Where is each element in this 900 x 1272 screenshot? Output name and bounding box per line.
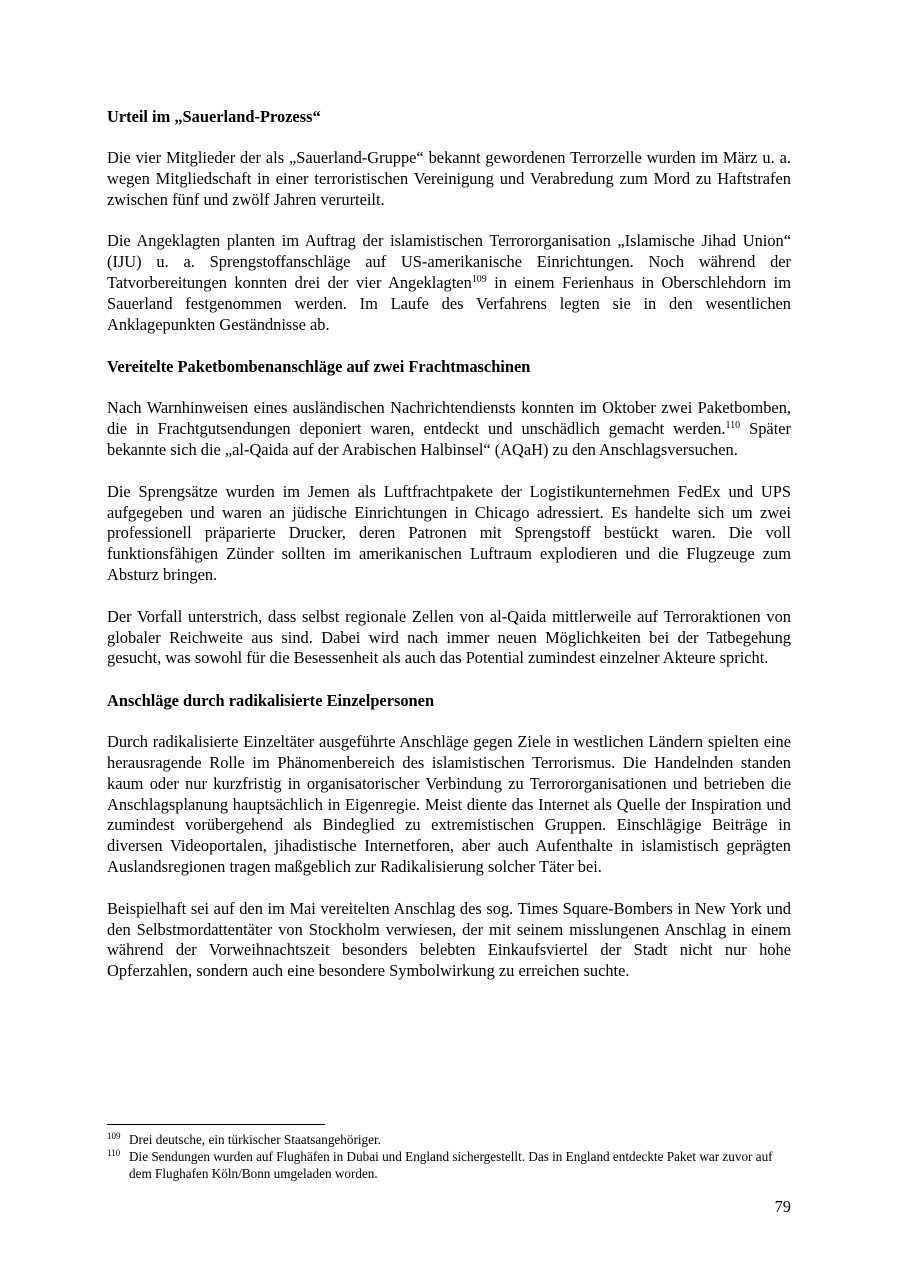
footnote-divider [107, 1124, 325, 1125]
footnote-reference[interactable]: 109 [471, 273, 487, 285]
paragraph [107, 482, 791, 586]
paragraph-text: Die vier Mitglieder der als „Sauerland-Gruppe“ bekannt gewordenen Terrorzelle wurden im März u. a. wegen Mitgliedschaft in einer terroristischen Vereinigung und Verabredung zum Mord zu Haftstrafen zwischen fünf und zwölf Jahren verurteilt. [107, 148, 791, 209]
paragraph [107, 732, 791, 878]
footnote-number: 110 [107, 1148, 121, 1158]
paragraph [107, 607, 791, 669]
footnote [107, 1148, 791, 1182]
paragraph [107, 231, 791, 335]
section-heading: Anschläge durch radikalisierte Einzelpersonen [107, 691, 435, 711]
footnote-reference[interactable]: 110 [725, 420, 741, 432]
footnote-number: 109 [107, 1131, 121, 1141]
page-number: 79 [774, 1197, 791, 1216]
paragraph-text: Die Sprengsätze wurden im Jemen als Luftfrachtpakete der Logistikunternehmen FedEx und UPS aufgegeben und waren an jüdische Einrichtungen in Chicago adressiert. Es handelte sich um zwei professionell präparierte Drucker, deren Patronen mit Sprengstoff bestückt waren. Die voll funktionsfähigen Zünder sollten im amerikanischen Luftraum explodieren und die Flugzeuge zum Absturz bringen. [107, 481, 791, 584]
paragraph [107, 899, 791, 982]
paragraph-text: Später bekannte sich die „al-Qaida auf der Arabischen Halbinsel“ (AQaH) zu den Anschlagsversuchen. [107, 419, 791, 459]
section-heading: Vereitelte Paketbombenanschläge auf zwei Frachtmaschinen [107, 357, 531, 377]
paragraph [107, 398, 791, 460]
footnote-text: Die Sendungen wurden auf Flughäfen in Dubai und England sichergestellt. Das in England entdeckte Paket war zuvor auf dem Flughafen Köln/Bonn umgeladen worden. [129, 1149, 773, 1181]
paragraph-text: in einem Ferienhaus in Oberschlehdorn im Sauerland festgenommen werden. Im Laufe des Verfahrens legten sie in den wesentlichen Anklagepunkten Geständnisse ab. [107, 272, 791, 334]
footnotes [107, 1131, 791, 1182]
page-body [107, 106, 791, 1003]
footnote [107, 1131, 791, 1148]
paragraph-text: Der Vorfall unterstrich, dass selbst regionale Zellen von al-Qaida mittlerweile auf Terroraktionen von globaler Reichweite aus sind. Dabei wird nach immer neuen Möglichkeiten bei der Tatbegehung gesucht, was sowohl für die Besessenheit als auch das Potential zumindest einzelner Akteure spricht. [107, 606, 791, 668]
footnote-text: Drei deutsche, ein türkischer Staatsangehöriger. [129, 1132, 381, 1147]
paragraph-text: Die Angeklagten planten im Auftrag der islamistischen Terrororganisation „Islamische Jihad Union“ (IJU) u. a. Sprengstoffanschläge auf US-amerikanische Einrichtungen. Noch während der Tatvorbereitungen konnten drei der vier Angeklagten [107, 231, 791, 292]
paragraph-text: Nach Warnhinweisen eines ausländischen Nachrichtendiensts konnten im Oktober zwei Paketbomben, die in Frachtgutsendungen deponiert waren, entdeckt und unschädlich gemacht werden. [107, 398, 791, 439]
paragraph-text: Beispielhaft sei auf den im Mai vereitelten Anschlag des sog. Times Square-Bombers in New York und den Selbstmordattentäter von Stockholm verwiesen, der mit seinem misslungenen Anschlag in einem während der Vorweihnachtszeit besonders belebten Einkaufsviertel der Stadt nicht nur hohe Opferzahlen, sondern auch eine besondere Symbolwirkung zu erreichen suchte. [107, 898, 791, 981]
paragraph-text: Durch radikalisierte Einzeltäter ausgeführte Anschläge gegen Ziele in westlichen Ländern spielten eine herausragende Rolle im Phänomenbereich des islamistischen Terrorismus. Die Handelnden standen kaum oder nur kurzfristig in organisatorischer Verbindung zu Terrororganisationen und betrieben die Anschlagsplanung hauptsächlich in Eigenregie. Meist diente das Internet als Quelle der Inspiration und zumindest vorübergehend als Bindeglied zu extremistischen Gruppen. Einschlägige Beiträge in diversen Videoportalen, jihadistische Internetforen, aber auch Aufenthalte in islamistisch geprägten Auslandsregionen tragen maßgeblich zur Radikalisierung solcher Täter bei. [107, 732, 791, 876]
section-heading: Urteil im „Sauerland-Prozess“ [107, 107, 321, 126]
paragraph [107, 148, 791, 210]
